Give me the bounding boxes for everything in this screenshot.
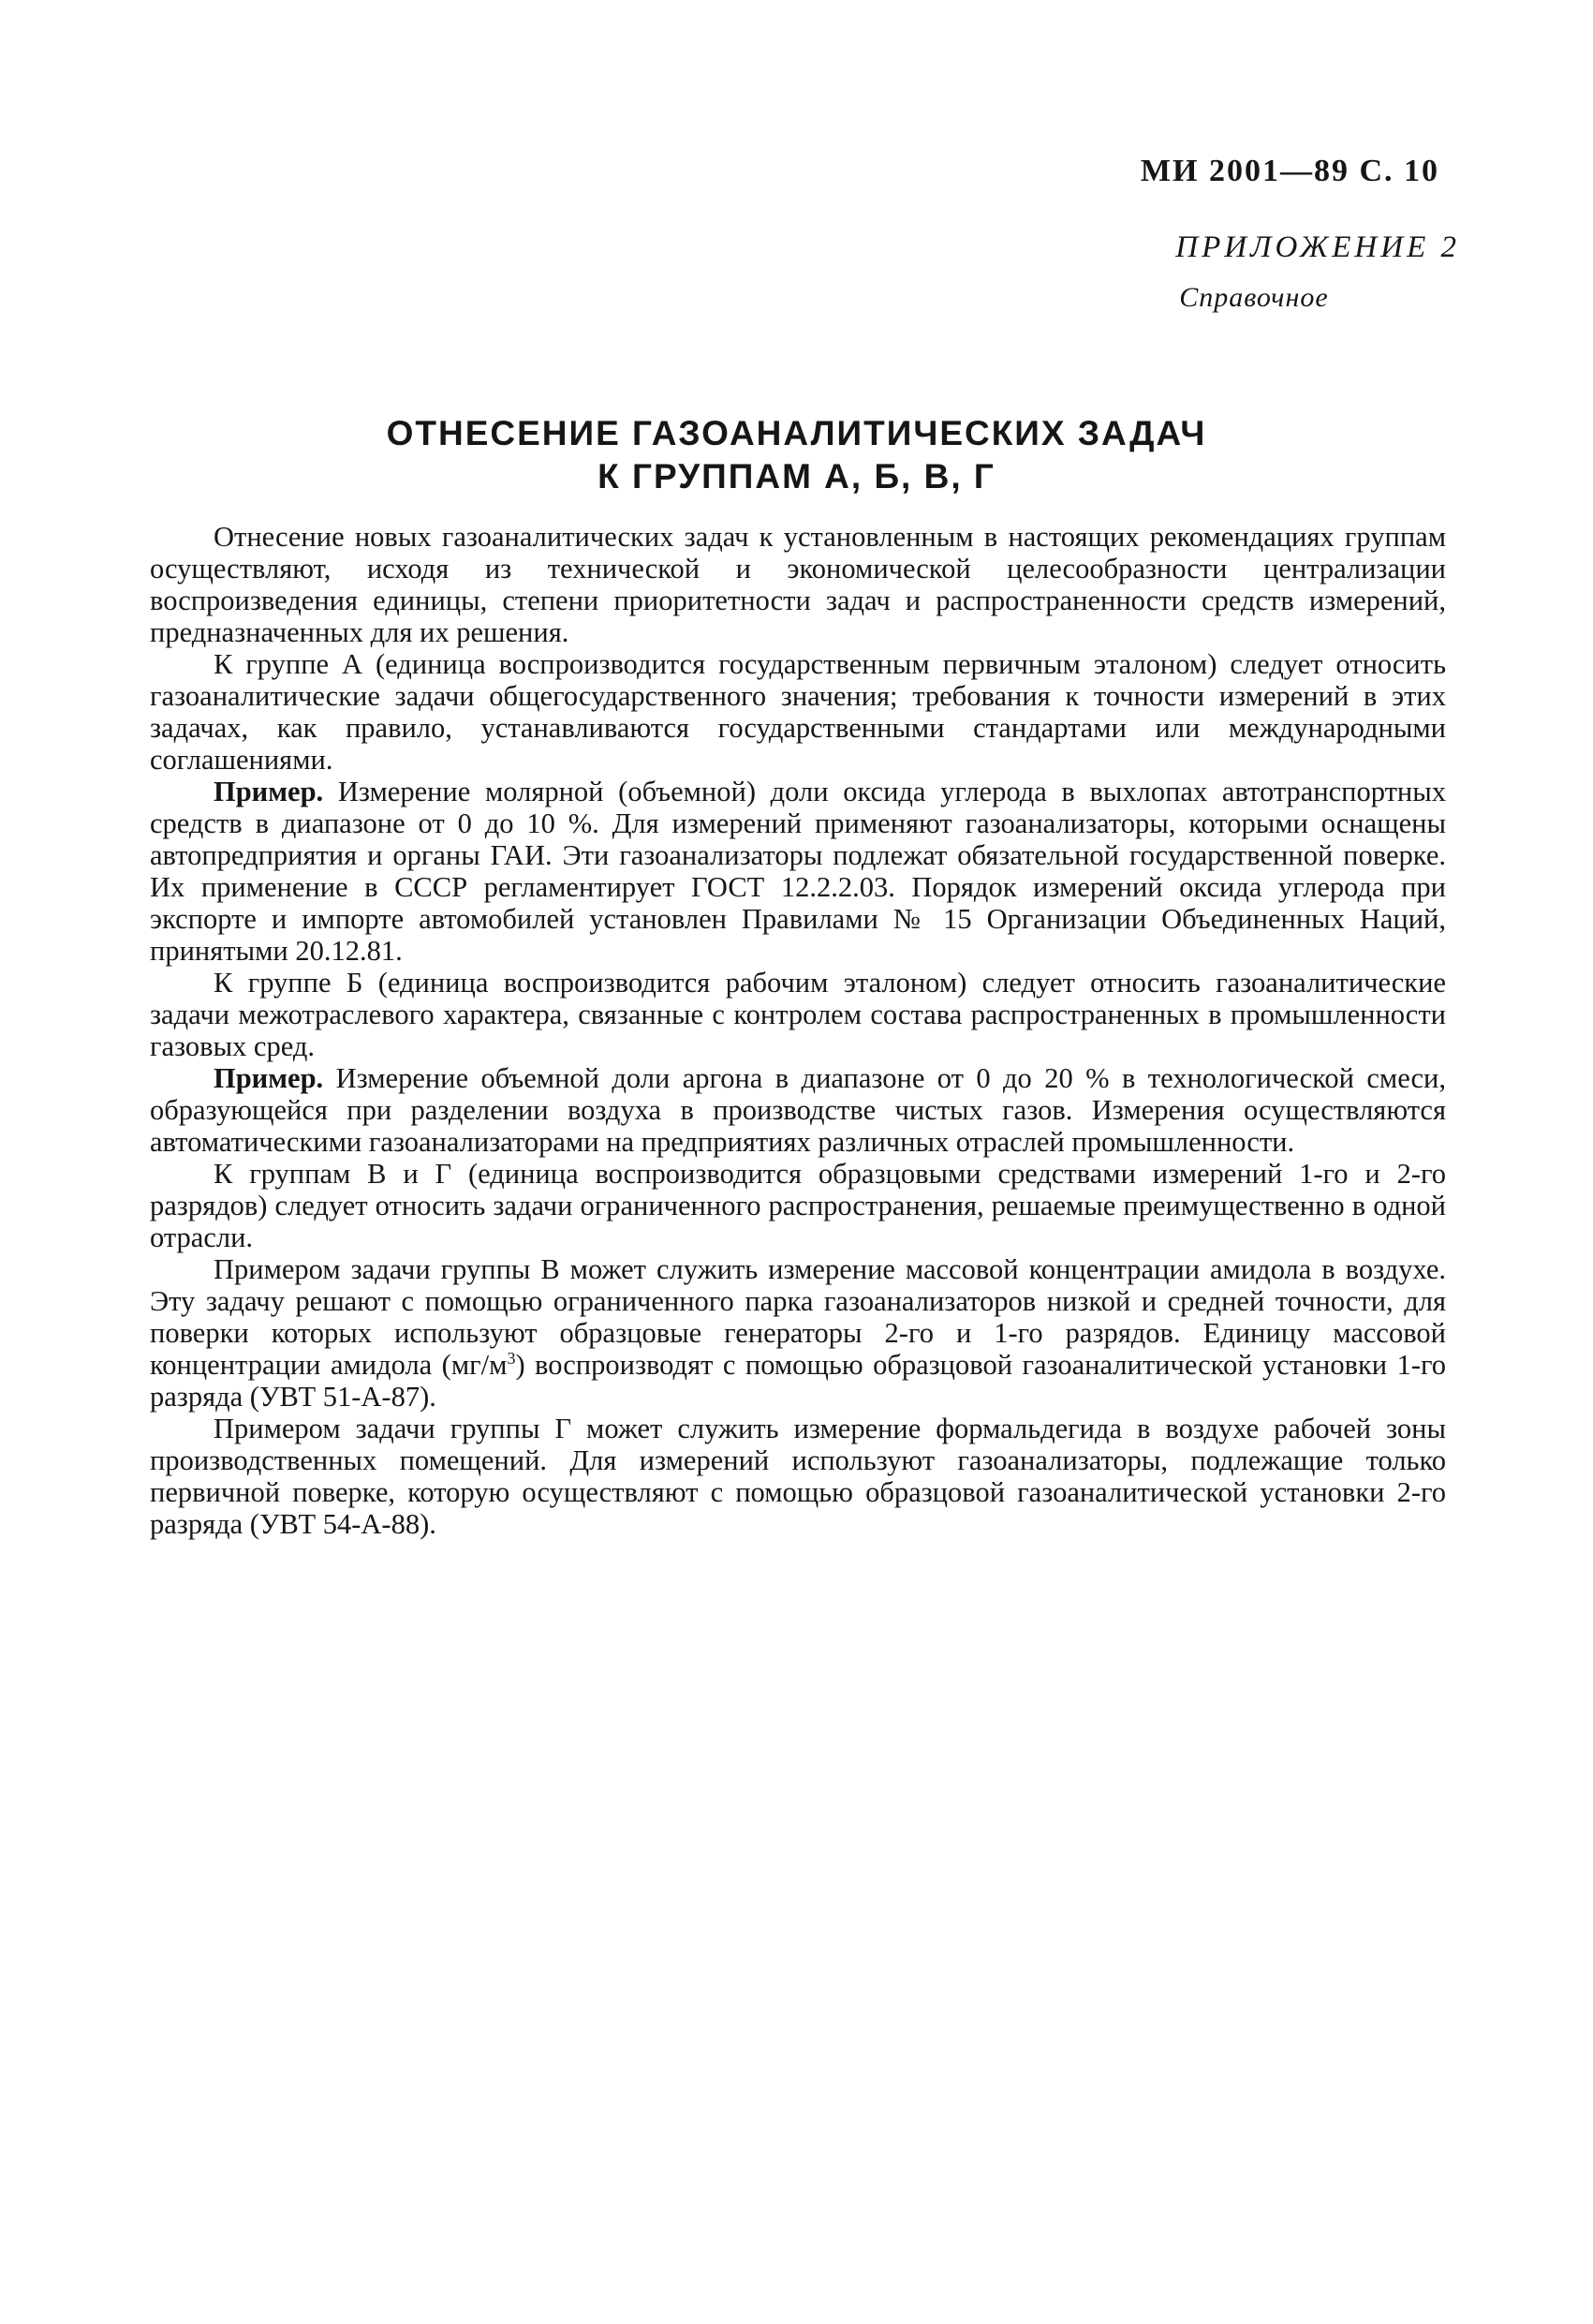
title-line-1: ОТНЕСЕНИЕ ГАЗОАНАЛИТИЧЕСКИХ ЗАДАЧ [386, 414, 1207, 452]
paragraph-example-b [150, 1062, 1446, 1158]
paragraph-group-b: К группе Б (единица воспроизводится рабочим эталоном) следует относить газоаналитические задачи межотраслевого характера, связанные с контролем состава распространенных в промышленности газовых сред. [150, 967, 1446, 1062]
paragraph-example-g: Примером задачи группы Г может служить измерение формальдегида в воздухе рабочей зоны производственных помещений. Для измерений используют газоанализаторы, подлежащие только первичной поверке, которую осуществляют с помощью образцовой газоаналитической установки 2-го разряда (УВТ 54-А-88). [150, 1413, 1446, 1540]
paragraph-example-v [150, 1253, 1446, 1413]
paragraph-group-a: К группе А (единица воспроизводится государственным первичным эталоном) следует относить газоаналитические задачи общегосударственного значения; требования к точности измерений в этих задачах, как правило, устанавливаются государственными стандартами или международными соглашениями. [150, 648, 1446, 776]
example-a-text: Измерение молярной (объемной) доли оксида углерода в выхлопах автотранспортных средств в диапазоне от 0 до 10 %. Для измерений применяют газоанализаторы, которыми оснащены автопредприятия и органы ГАИ. Эти газоанализаторы подлежат обязательной государственной поверке. Их применение в СССР регламентирует ГОСТ 12.2.2.03. Порядок измерений оксида углерода при экспорте и импорте автомобилей установлен Правилами № 15 Организации Объединенных Наций, принятыми 20.12.81. [150, 776, 1446, 967]
appendix-label: ПРИЛОЖЕНИЕ 2 [1175, 230, 1460, 264]
example-v-text-a: Примером задачи группы В может служить измерение массовой концентрации амидола в воздухе. Эту задачу решают с помощью ограниченного парка газоанализаторов низкой и средней точности, для поверки которых используют образцовые генераторы 2-го и 1-го разрядов. Единицу массовой концентрации амидола (мг/м [150, 1253, 1446, 1381]
example-v-text-b: ) воспроизводят с помощью образцовой газоаналитической установки 1-го разряда (УВТ 51-А-87). [150, 1349, 1446, 1413]
paragraph-example-a [150, 776, 1446, 967]
example-label: Пример. [214, 1062, 324, 1094]
document-body [150, 521, 1446, 1540]
paragraph-group-v-g: К группам В и Г (единица воспроизводится образцовыми средствами измерений 1-го и 2-го разрядов) следует относить задачи ограниченного распространения, решаемые преимущественно в одной отрасли. [150, 1158, 1446, 1253]
appendix-type: Справочное [1179, 282, 1329, 313]
title-line-2: К ГРУППАМ А, Б, В, Г [597, 457, 996, 496]
example-label: Пример. [214, 776, 324, 807]
page-header: МИ 2001—89 С. 10 [1140, 154, 1439, 188]
document-title [0, 412, 1593, 498]
example-b-text: Измерение объемной доли аргона в диапазоне от 0 до 20 % в технологической смеси, образующейся при разделении воздуха в производстве чистых газов. Измерения осуществляются автоматическими газоанализаторами на предприятиях различных отраслей промышленности. [150, 1062, 1446, 1158]
paragraph-intro: Отнесение новых газоаналитических задач к установленным в настоящих рекомендациях группам осуществляют, исходя из технической и экономической целесообразности централизации воспроизведения единицы, степени приоритетности задач и распространенности средств измерений, предназначенных для их решения. [150, 521, 1446, 648]
appendix-block [1175, 230, 1460, 314]
superscript-3: 3 [507, 1348, 516, 1368]
